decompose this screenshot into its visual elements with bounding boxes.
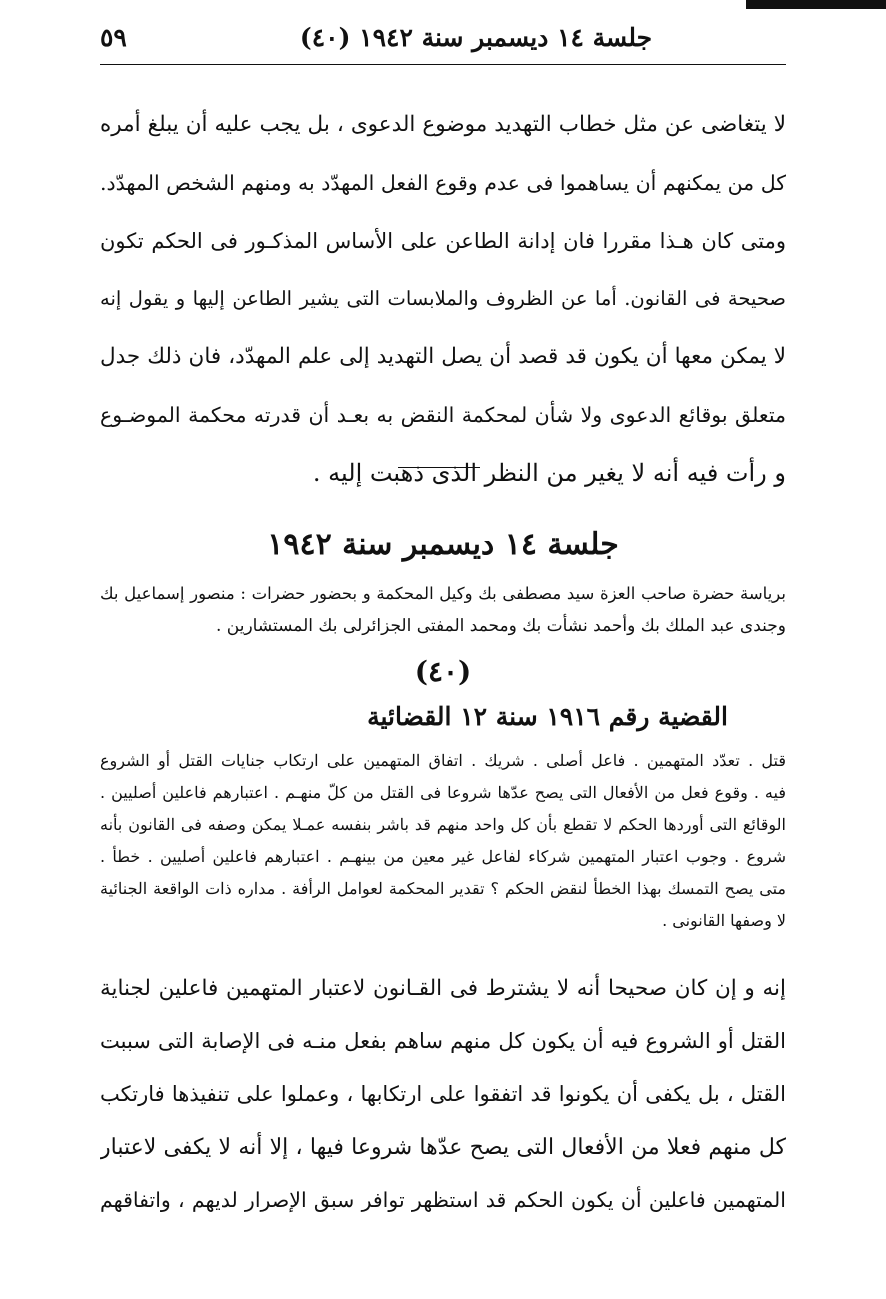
presidency-note bbox=[100, 578, 786, 642]
summary-line: فيه . وقوع فعل من الأفعال التى يصح عدّها شروعا فى القتل من كلّ منهـم . اعتبارهم فاعلين أصليين . bbox=[100, 783, 786, 802]
paragraph-line: إنه و إن كان صحيحا أنه لا يشترط فى القـانون لاعتبار المتهمين فاعلين لجناية bbox=[100, 976, 786, 1001]
summary-line: الوقائع التى أوردها الحكم لا تقطع بأن كل واحد منهم قد باشر بنفسه عمـلا يمكن وصفه فى القانون بأنه bbox=[100, 815, 786, 834]
ruling-summary bbox=[100, 745, 786, 937]
page-number: ٥٩ bbox=[100, 23, 127, 52]
paragraph-line: متعلق بوقائع الدعوى ولا شأن لمحكمة النقض به بعـد أن قدرته محكمة الموضـوع bbox=[100, 403, 786, 427]
section-separator bbox=[398, 467, 480, 468]
paragraph-line: المتهمين فاعلين أن يكون الحكم قد استظهر توافر سبق الإصرار لديهم ، واتفاقهم bbox=[100, 1188, 786, 1212]
ruling-body-paragraph bbox=[100, 962, 786, 1227]
paragraph-line: القتل أو الشروع فيه أن يكون كل منهم ساهم بفعل منـه فى الإصابة التى سببت bbox=[100, 1029, 786, 1053]
paragraph-line: القتل ، بل يكفى أن يكونوا قد اتفقوا على ارتكابها ، وعملوا على تنفيذها فارتكب bbox=[100, 1082, 786, 1106]
running-header bbox=[100, 14, 786, 64]
paragraph-line: ومتى كان هـذا مقررا فان إدانة الطاعن على الأساس المذكـور فى الحكم تكون bbox=[100, 229, 786, 253]
paragraph-line: صحيحة فى القانون. أما عن الظروف والملابسات التى يشير الطاعن إليها و يقول إنه bbox=[100, 287, 786, 310]
paragraph-line: كل منهم فعلا من الأفعال التى يصح عدّها شروعا فيها ، إلا أنه لا يكفى لاعتبار bbox=[100, 1135, 786, 1160]
paragraph-line: لا يتغاضى عن مثل خطاب التهديد موضوع الدعوى ، بل يجب عليه أن يبلغ أمره bbox=[100, 112, 786, 137]
presidency-line: برياسة حضرة صاحب العزة سيد مصطفى بك وكيل المحكمة و بحضور حضرات : منصور إسماعيل بك bbox=[100, 584, 786, 603]
summary-line: متى يصح التمسك بهذا الخطأ لنقض الحكم ؟ تقدير المحكمة لعوامل الرأفة . مداره ذات الواقعة الجنائية bbox=[100, 879, 786, 898]
paragraph-continuation bbox=[100, 96, 786, 502]
presidency-line: وجندى عبد الملك بك وأحمد نشأت بك ومحمد المفتى الجزائرلى بك المستشارين . bbox=[215, 616, 786, 636]
summary-line: قتل . تعدّد المتهمين . فاعل أصلى . شريك . اتفاق المتهمين على ارتكاب جنايات القتل أو الشروع bbox=[100, 751, 786, 770]
summary-line: لا وصفها القانونى . bbox=[662, 911, 786, 930]
summary-line: شروع . وجوب اعتبار المتهمين شركاء لفاعل غير معين من بينهـم . اعتبارهم فاعلين أصليين . خطأ . bbox=[100, 847, 786, 866]
paragraph-line: لا يمكن معها أن يكون قد قصد أن يصل التهديد إلى علم المهدّد، فان ذلك جدل bbox=[100, 344, 786, 369]
ruling-number: (٤٠) bbox=[414, 655, 472, 688]
header-rule bbox=[100, 64, 786, 65]
paragraph-line: و رأت فيه أنه لا يغير من النظر الذى ذهبت إليه . bbox=[312, 459, 786, 487]
paragraph-line: كل من يمكنهم أن يساهموا فى عدم وقوع الفعل المهدّد به ومنهم الشخص المهدّد. bbox=[100, 171, 786, 195]
top-edge-mark bbox=[746, 0, 886, 9]
case-title: القضية رقم ١٩١٦ سنة ١٢ القضائية bbox=[367, 702, 728, 731]
session-title: جلسة ١٤ ديسمبر سنة ١٩٤٢ bbox=[267, 527, 619, 562]
running-header-title: جلسة ١٤ ديسمبر سنة ١٩٤٢ (٤٠) bbox=[299, 23, 653, 52]
